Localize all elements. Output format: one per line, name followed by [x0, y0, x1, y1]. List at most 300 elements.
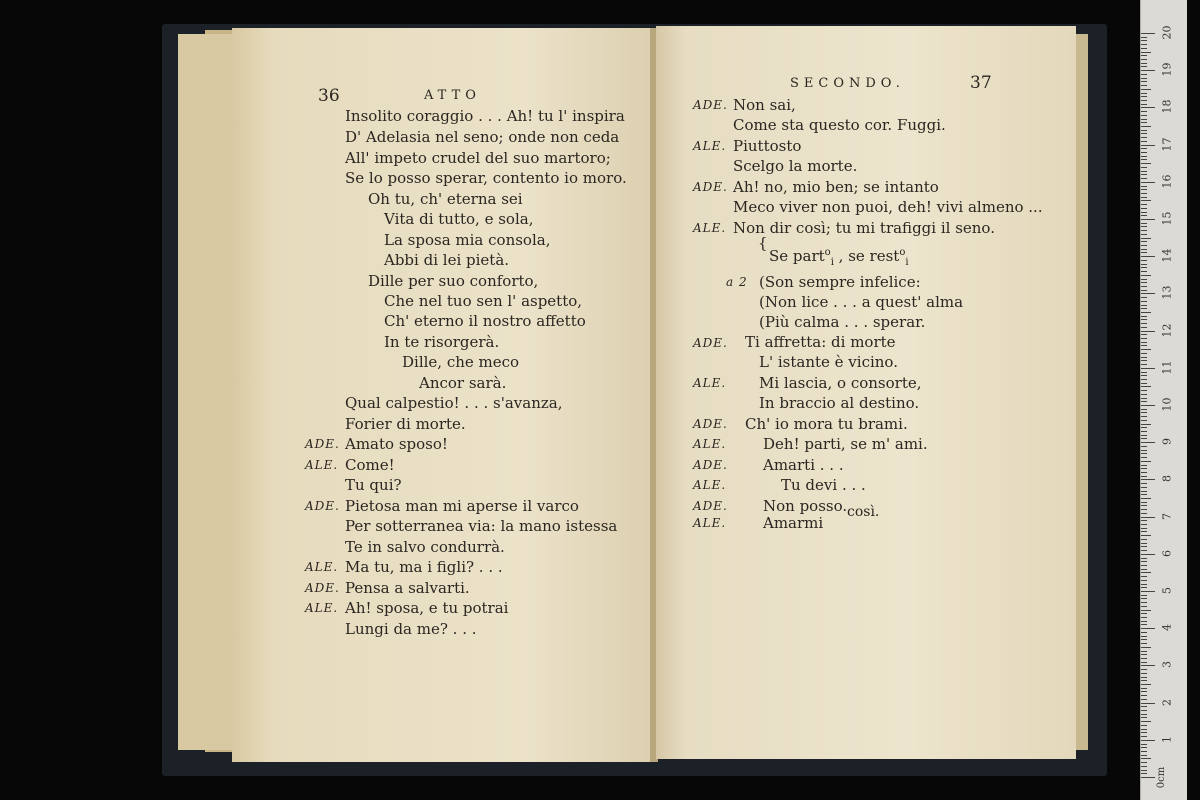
right-page [656, 26, 1076, 759]
ruler-tick [1141, 744, 1147, 745]
ruler-tick [1141, 468, 1147, 469]
ruler-tick [1141, 550, 1147, 551]
ruler-tick [1141, 595, 1147, 596]
ruler-tick [1141, 193, 1147, 194]
ruler-tick [1141, 528, 1147, 529]
ruler-tick [1141, 565, 1147, 566]
ruler-tick [1141, 141, 1147, 142]
ruler-number: 6 [1160, 549, 1174, 557]
ruler-tick [1141, 576, 1147, 577]
text-line: Ch' io mora tu brami. [745, 415, 908, 433]
text-line: Ma tu, ma i figli? . . . [345, 558, 503, 576]
speaker-label: ADE. [305, 499, 340, 513]
ruler-tick [1141, 85, 1147, 86]
ruler-tick [1141, 509, 1147, 510]
ruler-tick [1141, 200, 1151, 201]
ruler-tick [1141, 390, 1147, 391]
right-page-number: 37 [970, 73, 992, 93]
ruler-tick [1141, 450, 1147, 451]
text-line: Amarmi [763, 514, 824, 532]
ruler-tick [1141, 662, 1147, 663]
ruler-tick [1141, 230, 1147, 231]
text-line: Come sta questo cor. Fuggi. [733, 116, 946, 134]
ruler-tick [1141, 680, 1147, 681]
text-segment: Son sempre infelice: [764, 273, 921, 291]
ruler-tick [1141, 394, 1147, 395]
ruler-tick [1141, 331, 1155, 332]
ruler-tick [1141, 282, 1147, 283]
text-line: Piuttosto [733, 137, 802, 155]
ruler-tick [1141, 163, 1151, 164]
speaker-label: ALE. [305, 560, 339, 574]
ruler-tick [1141, 286, 1147, 287]
ruler-tick [1141, 531, 1147, 532]
ruler-tick [1141, 558, 1147, 559]
ruler-tick [1141, 721, 1151, 722]
ruler-tick [1141, 316, 1147, 317]
ruler-tick [1141, 238, 1151, 239]
ruler-tick [1141, 275, 1151, 276]
ruler-tick [1141, 729, 1147, 730]
text-line: Dille, che meco [402, 353, 520, 371]
text-line: Forier di morte. [345, 415, 466, 433]
ruler-tick [1141, 755, 1147, 756]
ruler-tick [1141, 561, 1147, 562]
ruler-tick [1141, 52, 1151, 53]
text-segment: Più calma . . . sperar. [764, 313, 926, 331]
ruler-tick [1141, 372, 1147, 373]
ruler-tick [1141, 773, 1147, 774]
ruler-tick [1141, 212, 1147, 213]
ruler-number: 15 [1160, 211, 1174, 226]
ruler-tick [1141, 695, 1147, 696]
text-line: L' istante è vicino. [759, 353, 898, 371]
ruler-tick [1141, 770, 1147, 771]
ruler-tick [1141, 260, 1147, 261]
ruler-tick [1141, 706, 1147, 707]
ruler-tick [1141, 360, 1147, 361]
ruler-number: 2 [1160, 698, 1174, 706]
ruler-tick [1141, 580, 1147, 581]
ruler-tick [1141, 252, 1147, 253]
text-line: (Più calma . . . sperar. [759, 313, 926, 331]
text-line: Non dir così; tu mi trafiggi il seno. [733, 219, 995, 237]
ruler-tick [1141, 159, 1147, 160]
speaker-label: ALE. [693, 478, 727, 492]
ruler-tick [1141, 189, 1147, 190]
ruler-tick [1141, 658, 1147, 659]
speaker-label: ADE. [693, 180, 728, 194]
ruler-tick [1141, 766, 1147, 767]
speaker-label: ALE. [693, 376, 727, 390]
ruler-tick [1141, 323, 1147, 324]
speaker-label: ADE. [693, 458, 728, 472]
ruler-tick [1141, 584, 1147, 585]
ruler-tick [1141, 502, 1147, 503]
superscript: o [899, 247, 906, 258]
ruler-tick [1141, 33, 1155, 34]
text-line: Amato sposo! [345, 435, 448, 453]
ruler-tick [1141, 223, 1147, 224]
text-line: Non sai, [733, 96, 796, 114]
ruler-tick [1141, 606, 1147, 607]
text-line: Se part$^o_i$ , se rest$^o_i$ [769, 247, 909, 268]
ruler-tick [1141, 334, 1147, 335]
ruler-tick [1141, 305, 1147, 306]
ruler-number: 10 [1160, 397, 1174, 412]
ruler-tick [1141, 204, 1147, 205]
ruler-tick [1141, 714, 1147, 715]
text-line: Qual calpestio! . . . s'avanza, [345, 394, 563, 412]
ruler-tick [1141, 513, 1147, 514]
ruler-tick [1141, 610, 1151, 611]
ruler-tick [1141, 93, 1147, 94]
text-line: (Non lice . . . a quest' alma [759, 293, 964, 311]
ruler-tick [1141, 178, 1147, 179]
ruler-tick [1141, 293, 1155, 294]
ruler-tick [1141, 673, 1147, 674]
ruler-tick [1141, 539, 1147, 540]
ruler-tick [1141, 747, 1147, 748]
ruler-tick [1141, 107, 1155, 108]
ruler-number: 17 [1160, 137, 1174, 152]
ruler-tick [1141, 598, 1147, 599]
ruler-tick [1141, 297, 1147, 298]
speaker-label: ADE. [305, 581, 340, 595]
ruler-tick [1141, 446, 1147, 447]
ruler-tick [1141, 186, 1147, 187]
text-line: Come! [345, 456, 395, 474]
ruler-tick [1141, 624, 1147, 625]
text-line: Che nel tuo sen l' aspetto, [384, 292, 583, 310]
ruler-tick [1141, 591, 1155, 592]
ruler-tick [1141, 48, 1147, 49]
ruler-tick [1141, 126, 1151, 127]
ruler-tick [1141, 472, 1147, 473]
ruler-tick [1141, 74, 1147, 75]
ruler-tick [1141, 279, 1147, 280]
text-line: All' impeto crudel del suo martoro; [345, 149, 611, 167]
left-page-number: 36 [318, 86, 340, 106]
ruler-tick [1141, 37, 1147, 38]
ruler-tick [1141, 494, 1147, 495]
ruler-tick [1141, 115, 1147, 116]
text-line: In te risorgerà. [384, 333, 500, 351]
ruler-tick [1141, 156, 1147, 157]
speaker-label: a 2 [726, 275, 748, 289]
text-line: Amarti . . . [763, 456, 844, 474]
ruler-number: 14 [1160, 248, 1174, 263]
measuring-ruler [1140, 0, 1187, 800]
ruler-tick [1141, 312, 1151, 313]
ruler-tick [1141, 383, 1147, 384]
ruler-tick [1141, 453, 1147, 454]
ruler-number: 8 [1160, 475, 1174, 483]
ruler-tick [1141, 669, 1147, 670]
ruler-tick [1141, 119, 1147, 120]
ruler-tick [1141, 487, 1147, 488]
text-line: Meco viver non puoi, deh! vivi almeno ... [733, 198, 1043, 216]
ruler-tick [1141, 152, 1147, 153]
ruler-tick [1141, 517, 1155, 518]
text-line: Tu qui? [345, 476, 402, 494]
ruler-tick [1141, 420, 1147, 421]
text-line: Ah! sposa, e tu potrai [345, 599, 509, 617]
ruler-tick [1141, 319, 1147, 320]
ruler-tick [1141, 111, 1147, 112]
ruler-tick [1141, 651, 1147, 652]
ruler-number: 13 [1160, 285, 1174, 300]
ruler-tick [1141, 301, 1147, 302]
ruler-tick [1141, 345, 1147, 346]
ruler-tick [1141, 219, 1155, 220]
ruler-number: 16 [1160, 174, 1174, 189]
ruler-number: 5 [1160, 587, 1174, 594]
ruler-tick [1141, 431, 1147, 432]
text-line: In braccio al destino. [759, 394, 920, 412]
ruler-tick [1141, 710, 1147, 711]
ruler-number: 4 [1160, 624, 1174, 632]
ruler-tick [1141, 226, 1147, 227]
ruler-tick [1141, 249, 1147, 250]
ruler-tick [1141, 63, 1147, 64]
ruler-tick [1141, 688, 1147, 689]
ruler-tick [1141, 100, 1147, 101]
right-running-head: SECONDO. [790, 76, 905, 91]
ruler-tick [1141, 461, 1151, 462]
ruler-tick [1141, 636, 1147, 637]
ruler-tick [1141, 442, 1155, 443]
ruler-tick [1141, 148, 1147, 149]
ruler-tick [1141, 137, 1147, 138]
ruler-tick [1141, 327, 1147, 328]
text-line: Lungi da me? . . . [345, 620, 477, 638]
ruler-number: 12 [1160, 323, 1174, 338]
speaker-label: ADE. [693, 336, 728, 350]
ruler-tick [1141, 40, 1147, 41]
ruler-tick [1141, 498, 1151, 499]
text-line: Insolito coraggio . . . Ah! tu l' inspira [345, 107, 625, 125]
text-line: Non posso. [763, 497, 848, 515]
ruler-number: 20 [1160, 25, 1174, 40]
ruler-tick [1141, 290, 1147, 291]
superscript: o [824, 247, 831, 258]
ruler-tick [1141, 349, 1151, 350]
ruler-tick [1141, 167, 1147, 168]
ruler-tick [1141, 476, 1147, 477]
ruler-tick [1141, 699, 1147, 700]
text-line: Dille per suo conforto, [368, 272, 539, 290]
text-line: Ch' eterno il nostro affetto [384, 312, 586, 330]
ruler-tick [1141, 725, 1147, 726]
ruler-tick [1141, 89, 1151, 90]
ruler-tick [1141, 569, 1147, 570]
ruler-tick [1141, 587, 1147, 588]
text-line: Ah! no, mio ben; se intanto [733, 178, 939, 196]
ruler-tick [1141, 256, 1155, 257]
text-line: Se lo posso sperar, contento io moro. [345, 169, 627, 187]
ruler-tick [1141, 215, 1147, 216]
speaker-label: ALE. [693, 139, 727, 153]
ruler-tick [1141, 457, 1147, 458]
text-line: Pensa a salvarti. [345, 579, 470, 597]
ruler-tick [1141, 543, 1147, 544]
ruler-tick [1141, 777, 1155, 778]
ruler-tick [1141, 386, 1151, 387]
ruler-number: 1 [1160, 735, 1174, 743]
ruler-tick [1141, 55, 1147, 56]
text-line: Mi lascia, o consorte, [759, 374, 922, 392]
ruler-tick [1141, 375, 1147, 376]
ruler-tick [1141, 639, 1147, 640]
ruler-tick [1141, 435, 1147, 436]
ruler-tick [1141, 342, 1147, 343]
ruler-tick [1141, 524, 1147, 525]
ruler-tick [1141, 241, 1147, 242]
ruler-tick [1141, 677, 1147, 678]
ruler-tick [1141, 554, 1155, 555]
speaker-label: ADE. [693, 417, 728, 431]
ruler-tick [1141, 398, 1147, 399]
ruler-number: 7 [1160, 512, 1174, 520]
ruler-tick [1141, 546, 1147, 547]
ruler-tick [1141, 357, 1147, 358]
ruler-tick [1141, 617, 1147, 618]
ruler-tick [1141, 412, 1147, 413]
ruler-tick [1141, 632, 1147, 633]
ruler-tick [1141, 401, 1147, 402]
ruler-tick [1141, 535, 1151, 536]
text-line: Pietosa man mi aperse il varco [345, 497, 579, 515]
text-line: D' Adelasia nel seno; onde non ceda [345, 128, 620, 146]
ruler-tick [1141, 364, 1147, 365]
text-line: Tu devi . . . [781, 476, 866, 494]
ruler-tick [1141, 665, 1155, 666]
text-line: Ancor sarà. [419, 374, 507, 392]
text-line: Oh tu, ch' eterna sei [368, 190, 523, 208]
text-line: Deh! parti, se m' ami. [763, 435, 928, 453]
text-line: Vita di tutto, e sola, [384, 210, 534, 228]
text-line: Abbi di lei pietà. [384, 251, 510, 269]
ruler-tick [1141, 438, 1147, 439]
ruler-tick [1141, 736, 1147, 737]
speaker-label: ALE. [693, 516, 727, 530]
ruler-tick [1141, 424, 1151, 425]
speaker-label: ALE. [693, 221, 727, 235]
ruler-number: 18 [1160, 99, 1174, 114]
ruler-number: 19 [1160, 62, 1174, 77]
page-stack-left [178, 34, 238, 750]
ruler-tick [1141, 234, 1147, 235]
ruler-tick [1141, 479, 1155, 480]
ruler-tick [1141, 171, 1147, 172]
ruler-tick [1141, 145, 1155, 146]
speaker-label: ADE. [693, 499, 728, 513]
ruler-tick [1141, 409, 1147, 410]
ruler-tick [1141, 96, 1147, 97]
ruler-tick [1141, 572, 1151, 573]
ruler-tick [1141, 520, 1147, 521]
ruler-tick [1141, 465, 1147, 466]
ruler-tick [1141, 208, 1147, 209]
ruler-unit-label: 0cm [1156, 766, 1168, 789]
speaker-label: ALE. [305, 458, 339, 472]
text-line: Per sotterranea via: la mano istessa [345, 517, 618, 535]
ruler-tick [1141, 643, 1147, 644]
text-segment: Non lice . . . a quest' alma [764, 293, 964, 311]
ruler-tick [1141, 427, 1147, 428]
ruler-tick [1141, 758, 1151, 759]
left-page [232, 28, 652, 762]
ruler-tick [1141, 691, 1147, 692]
ruler-tick [1141, 684, 1151, 685]
ruler-number: 9 [1160, 438, 1174, 446]
ruler-tick [1141, 379, 1147, 380]
ruler-tick [1141, 628, 1155, 629]
ruler-tick [1141, 505, 1147, 506]
ruler-tick [1141, 368, 1155, 369]
ruler-tick [1141, 182, 1155, 183]
ruler-tick [1141, 44, 1147, 45]
ruler-tick [1141, 491, 1147, 492]
speaker-label: ADE. [693, 98, 728, 112]
ruler-tick [1141, 647, 1151, 648]
ruler-tick [1141, 762, 1147, 763]
ruler-tick [1141, 271, 1147, 272]
ruler-tick [1141, 416, 1147, 417]
ruler-number: 11 [1160, 360, 1174, 375]
speaker-label: ADE. [305, 437, 340, 451]
text-line: Scelgo la morte. [733, 157, 858, 175]
text-line: La sposa mia consola, [384, 231, 551, 249]
ruler-tick [1141, 654, 1147, 655]
ruler-tick [1141, 78, 1147, 79]
ruler-number: 3 [1160, 661, 1174, 669]
ruler-tick [1141, 133, 1147, 134]
text-line-trailing: così. [847, 504, 880, 520]
ruler-tick [1141, 308, 1147, 309]
text-line: Te in salvo condurrà. [345, 538, 505, 556]
left-running-head: ATTO [424, 88, 481, 103]
ruler-tick [1141, 483, 1147, 484]
ruler-tick [1141, 602, 1147, 603]
ruler-tick [1141, 59, 1147, 60]
text-line: Ti affretta: di morte [745, 333, 896, 351]
ruler-tick [1141, 717, 1147, 718]
ruler-tick [1141, 338, 1147, 339]
ruler-tick [1141, 703, 1155, 704]
ruler-tick [1141, 740, 1155, 741]
ruler-tick [1141, 122, 1147, 123]
ruler-tick [1141, 732, 1147, 733]
subscript: i [905, 257, 909, 268]
ruler-tick [1141, 70, 1155, 71]
ruler-tick [1141, 621, 1147, 622]
ruler-tick [1141, 267, 1147, 268]
speaker-label: ALE. [693, 437, 727, 451]
text-line: (Son sempre infelice: [759, 273, 921, 291]
ruler-tick [1141, 130, 1147, 131]
ruler-tick [1141, 405, 1155, 406]
ruler-tick [1141, 104, 1147, 105]
ruler-tick [1141, 174, 1147, 175]
ruler-tick [1141, 197, 1147, 198]
ruler-tick [1141, 751, 1147, 752]
ruler-tick [1141, 66, 1147, 67]
ruler-tick [1141, 353, 1147, 354]
brace-top: { [758, 234, 768, 252]
subscript: i [830, 257, 834, 268]
